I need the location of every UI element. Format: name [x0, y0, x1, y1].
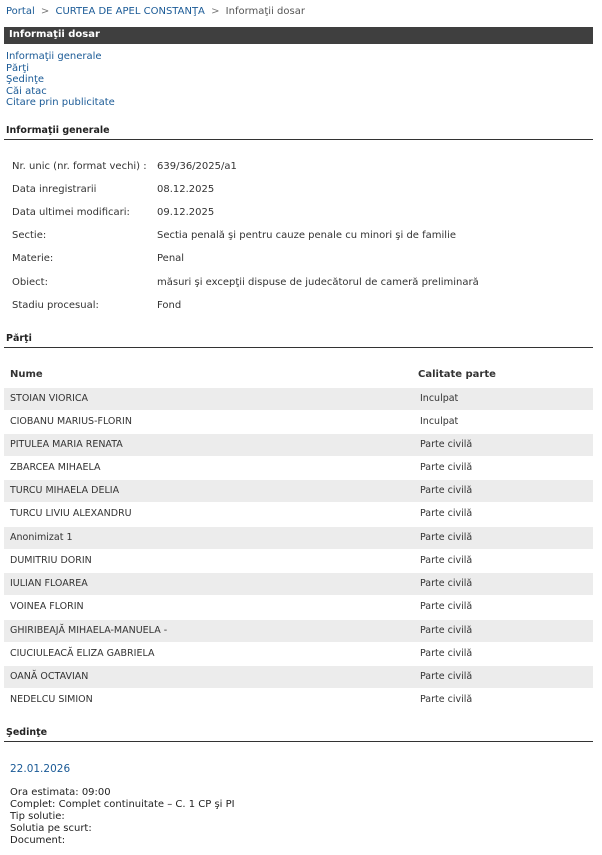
page-title-bar: [4, 27, 593, 44]
section-divider: [4, 139, 593, 140]
party-name: STOIAN VIORICA: [10, 393, 89, 404]
party-name: IULIAN FLOAREA: [10, 578, 88, 589]
info-value: Sectia penală şi pentru cauze penale cu minori şi de familie: [157, 230, 457, 241]
column-header-name: Nume: [10, 369, 43, 380]
parties-table-header: [4, 367, 593, 383]
info-row-case-number: [12, 161, 592, 175]
nav-link-public-summons[interactable]: Citare prin publicitate: [6, 97, 115, 109]
info-value: Fond: [157, 300, 182, 311]
party-name: ZBARCEA MIHAELA: [10, 462, 101, 473]
breadcrumb-portal-link[interactable]: Portal: [6, 6, 35, 17]
party-name: VOINEA FLORIN: [10, 601, 84, 612]
info-label: Sectie:: [12, 230, 47, 241]
breadcrumb-current: Informaţii dosar: [225, 6, 305, 17]
party-role: Parte civilă: [420, 601, 473, 612]
party-name: GHIRIBEAJĂ MIHAELA-MANUELA -: [10, 625, 168, 636]
party-role: Parte civilă: [420, 578, 473, 589]
hearing-date-link[interactable]: 22.01.2026: [10, 763, 71, 775]
table-row: [4, 527, 593, 549]
section-heading-parties: Părţi: [6, 333, 32, 344]
nav-link-parties[interactable]: Părţi: [6, 62, 29, 74]
party-role: Parte civilă: [420, 648, 473, 659]
table-row: [4, 434, 593, 456]
info-value: măsuri şi excepţii dispuse de judecătorul de cameră preliminară: [157, 277, 479, 288]
party-role: Inculpat: [420, 416, 459, 427]
hearing-solution-summary: Solutia pe scurt:: [10, 823, 92, 834]
info-row-procedural-stage: [12, 300, 592, 314]
info-value: 09.12.2025: [157, 207, 215, 218]
party-role: Parte civilă: [420, 462, 473, 473]
section-nav: [6, 51, 115, 109]
hearing-estimated-time: Ora estimata: 09:00: [10, 787, 111, 798]
info-row-matter: [12, 253, 592, 267]
section-divider: [4, 741, 593, 742]
info-value: 639/36/2025/a1: [157, 161, 237, 172]
column-header-role: Calitate parte: [418, 369, 496, 380]
party-name: DUMITRIU DORIN: [10, 555, 92, 566]
table-row: [4, 457, 593, 479]
party-name: Anonimizat 1: [10, 532, 73, 543]
table-row: [4, 480, 593, 502]
breadcrumb-separator: >: [40, 6, 50, 17]
table-row: [4, 666, 593, 688]
table-row: [4, 550, 593, 572]
party-name: NEDELCU SIMION: [10, 694, 93, 705]
info-row-object: [12, 277, 592, 291]
breadcrumb-court-link[interactable]: CURTEA DE APEL CONSTANŢA: [55, 6, 205, 17]
info-row-last-modified: [12, 207, 592, 221]
info-label: Materie:: [12, 253, 54, 264]
table-row: [4, 596, 593, 618]
breadcrumb: [6, 6, 305, 17]
party-name: CIOBANU MARIUS-FLORIN: [10, 416, 132, 427]
info-value: Penal: [157, 253, 185, 264]
table-row: [4, 503, 593, 525]
nav-link-hearings[interactable]: Şedinţe: [6, 74, 45, 86]
party-role: Parte civilă: [420, 485, 473, 496]
party-name: TURCU LIVIU ALEXANDRU: [10, 508, 132, 519]
hearing-solution-type: Tip solutie:: [10, 811, 65, 822]
hearing-document: Document:: [10, 835, 66, 846]
party-name: OANĂ OCTAVIAN: [10, 671, 89, 682]
info-label: Data ultimei modificari:: [12, 207, 130, 218]
info-label: Obiect:: [12, 277, 48, 288]
party-role: Parte civilă: [420, 555, 473, 566]
table-row: [4, 411, 593, 433]
info-label: Stadiu procesual:: [12, 300, 99, 311]
table-row: [4, 620, 593, 642]
party-role: Inculpat: [420, 393, 459, 404]
info-label: Data inregistrarii: [12, 184, 97, 195]
info-label: Nr. unic (nr. format vechi) :: [12, 161, 147, 172]
hearing-panel: Complet: Complet continuitate – C. 1 CP şi PI: [10, 799, 235, 810]
party-name: PITULEA MARIA RENATA: [10, 439, 123, 450]
breadcrumb-separator: >: [211, 6, 220, 17]
party-role: Parte civilă: [420, 625, 473, 636]
party-role: Parte civilă: [420, 532, 473, 543]
nav-link-appeals[interactable]: Căi atac: [6, 85, 47, 97]
section-divider: [4, 347, 593, 348]
party-role: Parte civilă: [420, 694, 473, 705]
table-row: [4, 689, 593, 711]
section-heading-general-info: Informaţii generale: [6, 125, 110, 136]
section-heading-hearings: Şedinţe: [6, 727, 48, 738]
party-role: Parte civilă: [420, 671, 473, 682]
party-name: TURCU MIHAELA DELIA: [10, 485, 120, 496]
info-row-registration-date: [12, 184, 592, 198]
nav-link-general-info[interactable]: Informaţii generale: [6, 51, 102, 62]
party-name: CIUCIULEACĂ ELIZA GABRIELA: [10, 648, 155, 659]
page-title: Informaţii dosar: [9, 29, 100, 40]
table-row: [4, 643, 593, 665]
party-role: Parte civilă: [420, 508, 473, 519]
table-row: [4, 573, 593, 595]
info-row-section: [12, 230, 592, 244]
party-role: Parte civilă: [420, 439, 473, 450]
table-row: [4, 388, 593, 410]
info-value: 08.12.2025: [157, 184, 215, 195]
